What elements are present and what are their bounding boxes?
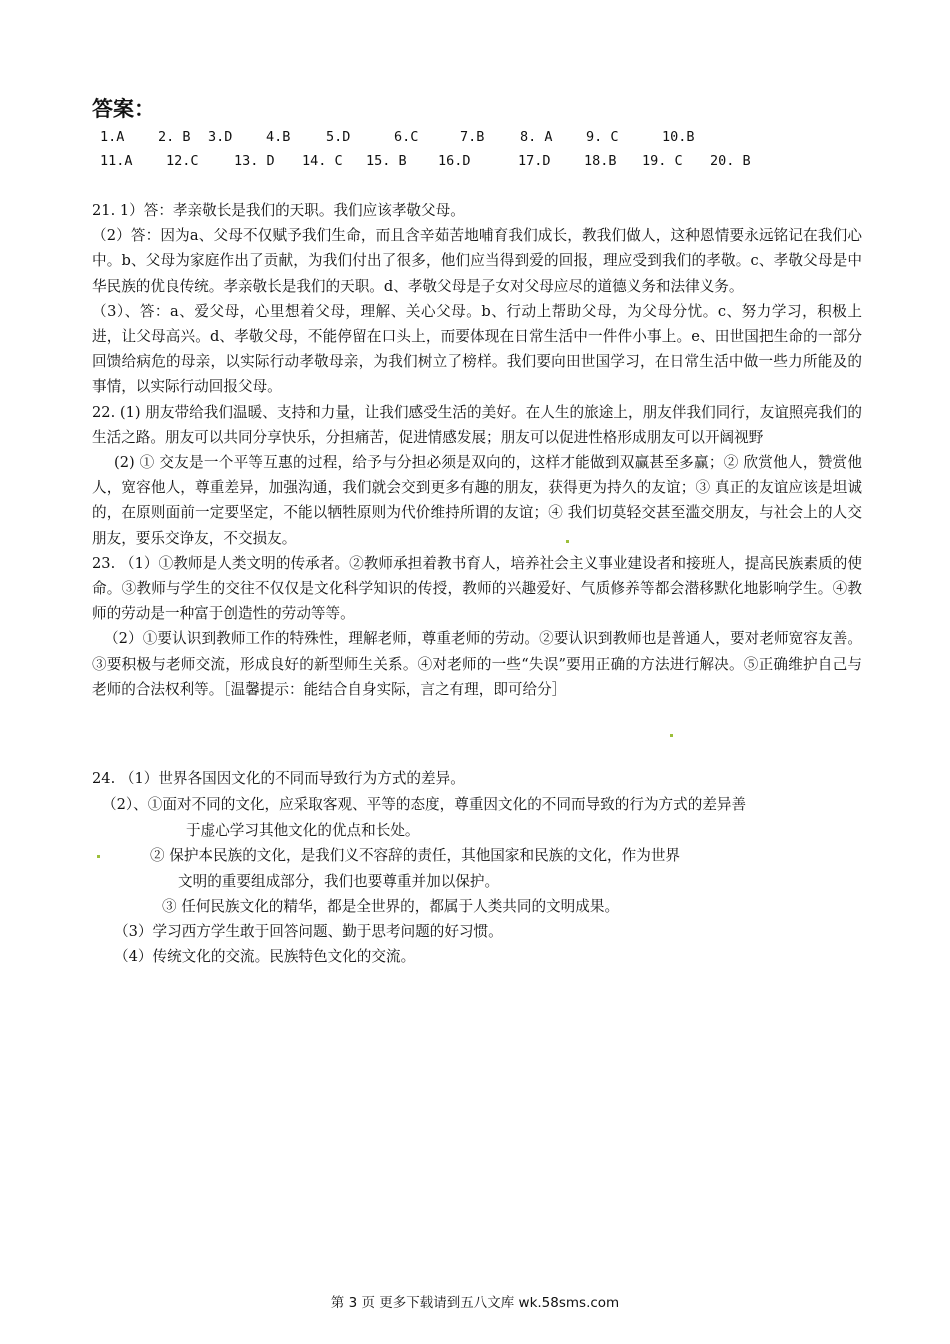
q21-part1: 21. 1）答：孝亲敬长是我们的天职。我们应该孝敬父母。: [92, 202, 465, 219]
mc-answer: 10.B: [662, 129, 695, 145]
mc-answer: 12.C: [166, 153, 199, 169]
q23-part2: （2）①要认识到教师工作的特殊性，理解老师，尊重老师的劳动。②要认识到教师也是普通人，要对老师宽容友善。③要积极与老师交流，形成良好的新型师生关系。④对老师的一些“失误”要用正确的方法进行解决。⑤正确维护自己与老师的合法权利等。［温馨提示：能结合自身实际，言之有理，即可给分］: [92, 630, 862, 698]
mc-answer: 11.A: [100, 153, 133, 169]
mc-answer: 17.D: [518, 153, 551, 169]
mc-answer: 18.B: [584, 153, 617, 169]
mc-answer: 7.B: [460, 129, 485, 145]
mc-answer: 3.D: [208, 129, 233, 145]
q21-part3: （3）、答：a、爱父母，心里想着父母，理解、关心父母。b、行动上帮助父母，为父母分忧。c、努力学习，积极上进，让父母高兴。d、孝敬父母，不能停留在口头上，而要体现在日常生活中一件件小事上。e、田世国把生命的一部分回馈给病危的母亲，以实际行动孝敬母亲，为我们树立了榜样。我们要向田世国学习，在日常生活中做一些力所能及的事情，以实际行动回报父母。: [92, 302, 862, 396]
q24-line: （4）传统文化的交流。民族特色文化的交流。: [114, 948, 416, 965]
mc-answers-row-1: [98, 126, 858, 148]
mc-answer: 1.A: [100, 129, 125, 145]
mc-answer: 14. C: [302, 153, 343, 169]
mc-answer: 9. C: [586, 129, 619, 145]
q24-line: ② 保护本民族的文化，是我们义不容辞的责任，其他国家和民族的文化，作为世界: [150, 847, 681, 864]
q22-part1: 22. (1) 朋友带给我们温暖、支持和力量，让我们感受生活的美好。在人生的旅途上，朋友伴我们同行，友谊照亮我们的生活之路。朋友可以共同分享快乐，分担痛苦，促进情感发展；朋友可以促进性格形成朋友可以开阔视野: [92, 403, 862, 446]
mc-answers-row-2: [98, 150, 858, 172]
mc-answer: 6.C: [394, 129, 419, 145]
mc-answer: 16.D: [438, 153, 471, 169]
q24-line: 于虚心学习其他文化的优点和长处。: [186, 822, 420, 839]
q24-line: 24. （1）世界各国因文化的不同而导致行为方式的差异。: [92, 770, 465, 787]
q24-line: ③ 任何民族文化的精华，都是全世界的，都属于人类共同的文明成果。: [162, 898, 620, 915]
page-footer: 第 3 页 更多下载请到五八文库 wk.58sms.com: [330, 1295, 620, 1311]
q24-line: 文明的重要组成部分，我们也要尊重并加以保护。: [178, 873, 500, 890]
mc-answer: 19. C: [642, 153, 683, 169]
q23-part1: 23. （1）①教师是人类文明的传承者。②教师承担着教书育人，培养社会主义事业建设者和接班人，提高民族素质的使命。③教师与学生的交往不仅仅是文化科学知识的传授，教师的兴趣爱好、气质修养等都会潜移默化地影响学生。④教师的劳动是一种富于创造性的劳动等等。: [92, 554, 862, 623]
green-speck: [97, 855, 100, 858]
mc-answer: 8. A: [520, 129, 553, 145]
green-speck: [566, 540, 569, 543]
q22-part2: (2) ① 交友是一个平等互惠的过程，给予与分担必须是双向的，这样才能做到双赢甚至多赢；② 欣赏他人，赞赏他人，宽容他人，尊重差异，加强沟通，我们就会交到更多有趣的朋友，获得更为持久的友谊；③ 真正的友谊应该是坦诚的，在原则面前一定要坚定，不能以牺牲原则为代价维持所谓的友谊；④ 我们切莫轻交甚至滥交朋友，与社会上的人交朋友，要乐交诤友，不交损友。: [92, 454, 862, 547]
answer-block: [92, 198, 862, 702]
mc-answer: 20. B: [710, 153, 751, 169]
mc-answer: 13. D: [234, 153, 275, 169]
mc-answer: 4.B: [266, 129, 291, 145]
q21-part2: （2）答：因为a、父母不仅赋予我们生命，而且含辛茹苦地哺育我们成长，教我们做人，这种恩情要永远铭记在我们心中。b、父母为家庭作出了贡献，为我们付出了很多，他们应当得到爱的回报，理应受到我们的孝敬。c、孝敬父母是中华民族的优良传统。孝亲敬长是我们的天职。d、孝敬父母是子女对父母应尽的道德义务和法律义务。: [92, 227, 862, 295]
q24-line: （2）、①面对不同的文化，应采取客观、平等的态度，尊重因文化的不同而导致的行为方式的差异善: [102, 796, 747, 813]
mc-answer: 15. B: [366, 153, 407, 169]
answer-title: 答案：: [92, 97, 155, 121]
green-speck: [670, 734, 673, 737]
mc-answer: 2. B: [158, 129, 191, 145]
q24-line: （3）学习西方学生敢于回答问题、勤于思考问题的好习惯。: [114, 923, 503, 940]
mc-answer: 5.D: [326, 129, 351, 145]
